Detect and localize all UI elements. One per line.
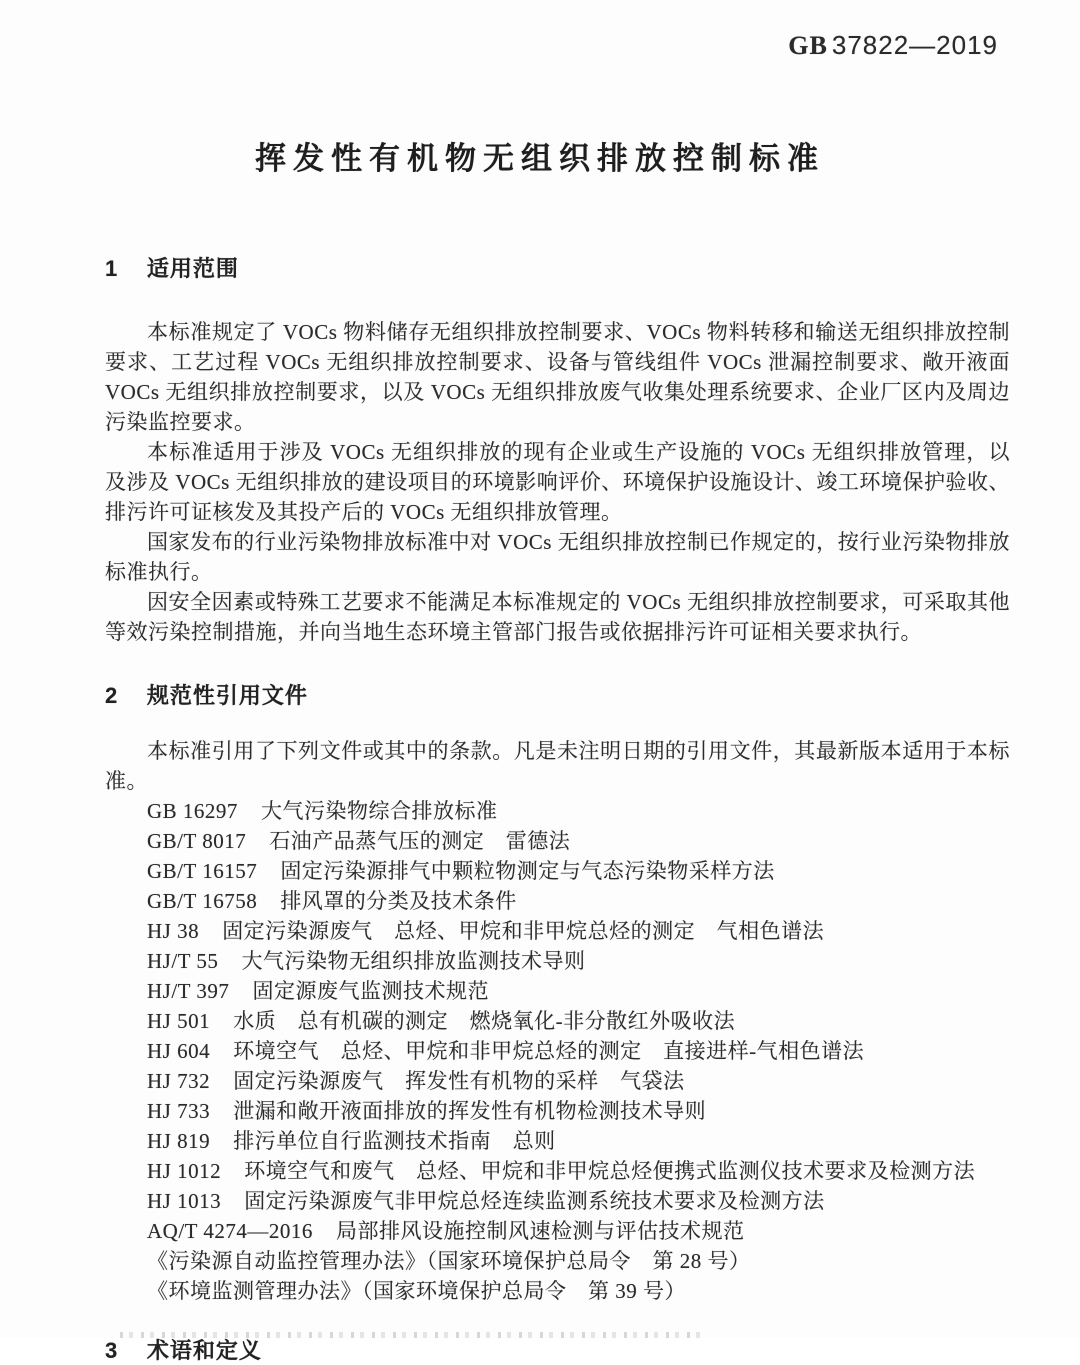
reference-title: 大气污染物综合排放标准 xyxy=(261,799,498,823)
reference-code: HJ 38 xyxy=(147,919,200,943)
reference-item xyxy=(105,1276,1010,1306)
section-2-title: 规范性引用文件 xyxy=(146,683,308,708)
reference-item xyxy=(105,856,1010,886)
section-3-heading xyxy=(105,1334,1010,1365)
reference-item xyxy=(105,1156,1010,1186)
reference-item xyxy=(105,826,1010,856)
section-1-number: 1 xyxy=(105,256,119,281)
reference-code: HJ 1012 xyxy=(147,1159,222,1183)
reference-title: 固定污染源废气 挥发性有机物的采样 气袋法 xyxy=(233,1069,685,1093)
reference-item xyxy=(105,976,1010,1006)
paragraph: 因安全因素或特殊工艺要求不能满足本标准规定的 VOCs 无组织排放控制要求，可采取其他等效污染控制措施，并向当地生态环境主管部门报告或依据排污许可证相关要求执行。 xyxy=(105,590,1010,644)
section-2-intro: 本标准引用了下列文件或其中的条款。凡是未注明日期的引用文件，其最新版本适用于本标准。 xyxy=(105,739,1010,793)
reference-title: 水质 总有机碳的测定 燃烧氧化-非分散红外吸收法 xyxy=(233,1009,736,1033)
section-2-number: 2 xyxy=(105,683,119,708)
reference-code: GB/T 8017 xyxy=(147,829,247,853)
reference-title: 环境空气和废气 总烃、甲烷和非甲烷总烃便携式监测仪技术要求及检测方法 xyxy=(244,1159,976,1183)
reference-title: 《环境监测管理办法》（国家环境保护总局令 第 39 号） xyxy=(147,1279,686,1303)
reference-code: HJ/T 397 xyxy=(147,979,230,1003)
section-3-title: 术语和定义 xyxy=(146,1338,262,1363)
reference-title: 排风罩的分类及技术条件 xyxy=(280,889,517,913)
paragraph: 本标准适用于涉及 VOCs 无组织排放的现有企业或生产设施的 VOCs 无组织排放管理，以及涉及 VOCs 无组织排放的建设项目的环境影响评价、环境保护设施设计、竣工环境保护验收、排污许可证核发及其投产后的 VOCs 无组织排放管理。 xyxy=(105,440,1010,524)
reference-code: GB/T 16157 xyxy=(147,859,258,883)
reference-title: 泄漏和敞开液面排放的挥发性有机物检测技术导则 xyxy=(233,1099,707,1123)
reference-code: HJ 501 xyxy=(147,1009,211,1033)
truncated-next-line-artifact xyxy=(120,1332,705,1338)
reference-code: HJ 733 xyxy=(147,1099,211,1123)
reference-item xyxy=(105,1126,1010,1156)
paragraph: 国家发布的行业污染物排放标准中对 VOCs 无组织排放控制已作规定的，按行业污染物排放标准执行。 xyxy=(105,530,1010,584)
document-title: 挥发性有机物无组织排放控制标准 xyxy=(255,141,825,176)
section-2-heading xyxy=(105,679,1010,710)
standard-code-prefix: GB xyxy=(788,31,828,60)
reference-item xyxy=(105,1186,1010,1216)
reference-item xyxy=(105,1096,1010,1126)
standard-code xyxy=(0,0,1080,61)
reference-title: 排污单位自行监测技术指南 总则 xyxy=(233,1129,556,1153)
reference-item xyxy=(105,946,1010,976)
reference-code: GB/T 16758 xyxy=(147,889,258,913)
reference-title: 固定污染源废气 总烃、甲烷和非甲烷总烃的测定 气相色谱法 xyxy=(222,919,825,943)
reference-item xyxy=(105,886,1010,916)
standard-code-number: 37822—2019 xyxy=(831,30,998,60)
reference-item xyxy=(105,916,1010,946)
section-1-body xyxy=(105,317,1010,647)
reference-item xyxy=(105,1066,1010,1096)
reference-title: 环境空气 总烃、甲烷和非甲烷总烃的测定 直接进样-气相色谱法 xyxy=(233,1039,865,1063)
reference-title: 固定污染源排气中颗粒物测定与气态污染物采样方法 xyxy=(280,859,775,883)
paragraph: 本标准规定了 VOCs 物料储存无组织排放控制要求、VOCs 物料转移和输送无组织排放控制要求、工艺过程 VOCs 无组织排放控制要求、设备与管线组件 VOCs 泄漏控制要求、敞开液面 VOCs 无组织排放控制要求，以及 VOCs 无组织排放废气收集处理系统要求、企业厂区内及周边污染监控要求。 xyxy=(105,320,1010,434)
reference-code: HJ 732 xyxy=(147,1069,211,1093)
reference-list xyxy=(105,796,1010,1306)
reference-item xyxy=(105,1006,1010,1036)
reference-code: HJ 604 xyxy=(147,1039,211,1063)
reference-code: HJ 819 xyxy=(147,1129,211,1153)
reference-code: HJ 1013 xyxy=(147,1189,222,1213)
reference-title: 局部排风设施控制风速检测与评估技术规范 xyxy=(335,1219,745,1243)
reference-code: HJ/T 55 xyxy=(147,949,219,973)
reference-item xyxy=(105,1246,1010,1276)
reference-title: 石油产品蒸气压的测定 雷德法 xyxy=(269,829,571,853)
section-1-title: 适用范围 xyxy=(146,256,239,281)
reference-title: 《污染源自动监控管理办法》（国家环境保护总局令 第 28 号） xyxy=(147,1249,751,1273)
reference-item xyxy=(105,1216,1010,1246)
reference-code: GB 16297 xyxy=(147,799,238,823)
reference-title: 固定污染源废气非甲烷总烃连续监测系统技术要求及检测方法 xyxy=(244,1189,825,1213)
reference-title: 大气污染物无组织排放监测技术导则 xyxy=(241,949,586,973)
reference-item xyxy=(105,796,1010,826)
section-3-number: 3 xyxy=(105,1338,119,1363)
reference-code: AQ/T 4274—2016 xyxy=(147,1219,313,1243)
reference-item xyxy=(105,1036,1010,1066)
reference-title: 固定源废气监测技术规范 xyxy=(252,979,489,1003)
section-1-heading xyxy=(105,252,1010,283)
